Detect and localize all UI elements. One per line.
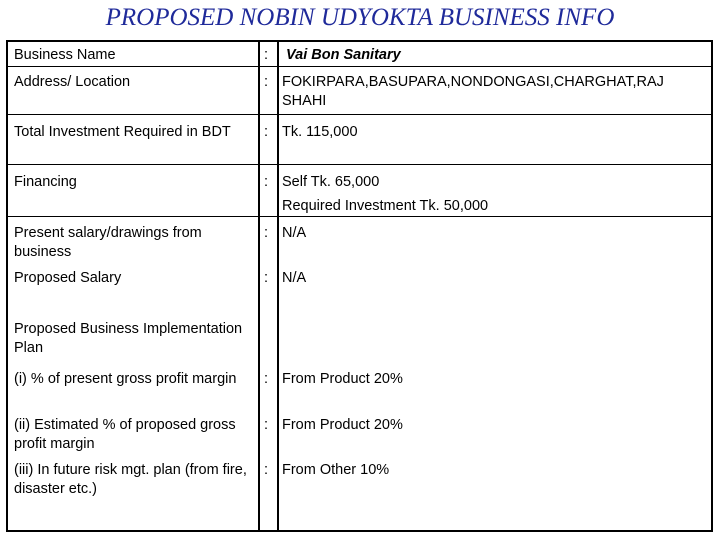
row-divider	[8, 216, 711, 217]
business-name-value: Vai Bon Sanitary	[286, 47, 401, 63]
address-label: Address/ Location	[14, 74, 131, 90]
row-divider	[8, 164, 711, 165]
business-name-label: Business Name	[14, 47, 116, 63]
business-info-table	[6, 40, 713, 532]
risk-plan-value: From Other 10%	[282, 462, 390, 478]
page-title: PROPOSED NOBIN UDYOKTA BUSINESS INFO	[105, 4, 615, 31]
colon: :	[264, 225, 269, 241]
colon: :	[264, 174, 269, 190]
row-divider	[8, 66, 711, 67]
column-divider	[277, 42, 279, 530]
colon: :	[264, 371, 269, 387]
implementation-plan-label: Proposed Business Implementation Plan	[14, 321, 243, 356]
colon: :	[264, 47, 269, 63]
proposed-salary-label: Proposed Salary	[14, 270, 122, 286]
colon: :	[264, 462, 269, 478]
present-salary-value: N/A	[282, 225, 307, 241]
colon: :	[264, 124, 269, 140]
colon: :	[264, 417, 269, 433]
financing-label: Financing	[14, 174, 77, 190]
financing-required-value: Required Investment Tk. 50,000	[282, 198, 489, 214]
estimated-margin-label: (ii) Estimated % of proposed gross profit margin	[14, 417, 236, 452]
present-margin-label: (i) % of present gross profit margin	[14, 371, 237, 387]
estimated-margin-value: From Product 20%	[282, 417, 403, 433]
present-salary-label: Present salary/drawings from business	[14, 225, 202, 260]
column-divider	[258, 42, 260, 530]
risk-plan-label: (iii) In future risk mgt. plan (from fire, disaster etc.)	[14, 462, 247, 497]
row-divider	[8, 114, 711, 115]
total-investment-value: Tk. 115,000	[282, 124, 358, 140]
present-margin-value: From Product 20%	[282, 371, 403, 387]
financing-self-value: Self Tk. 65,000	[282, 174, 380, 190]
colon: :	[264, 74, 269, 90]
total-investment-label: Total Investment Required in BDT	[14, 124, 231, 140]
address-value: FOKIRPARA,BASUPARA,NONDONGASI,CHARGHAT,RAJ SHAHI	[282, 74, 664, 109]
proposed-salary-value: N/A	[282, 270, 307, 286]
colon: :	[264, 270, 269, 286]
